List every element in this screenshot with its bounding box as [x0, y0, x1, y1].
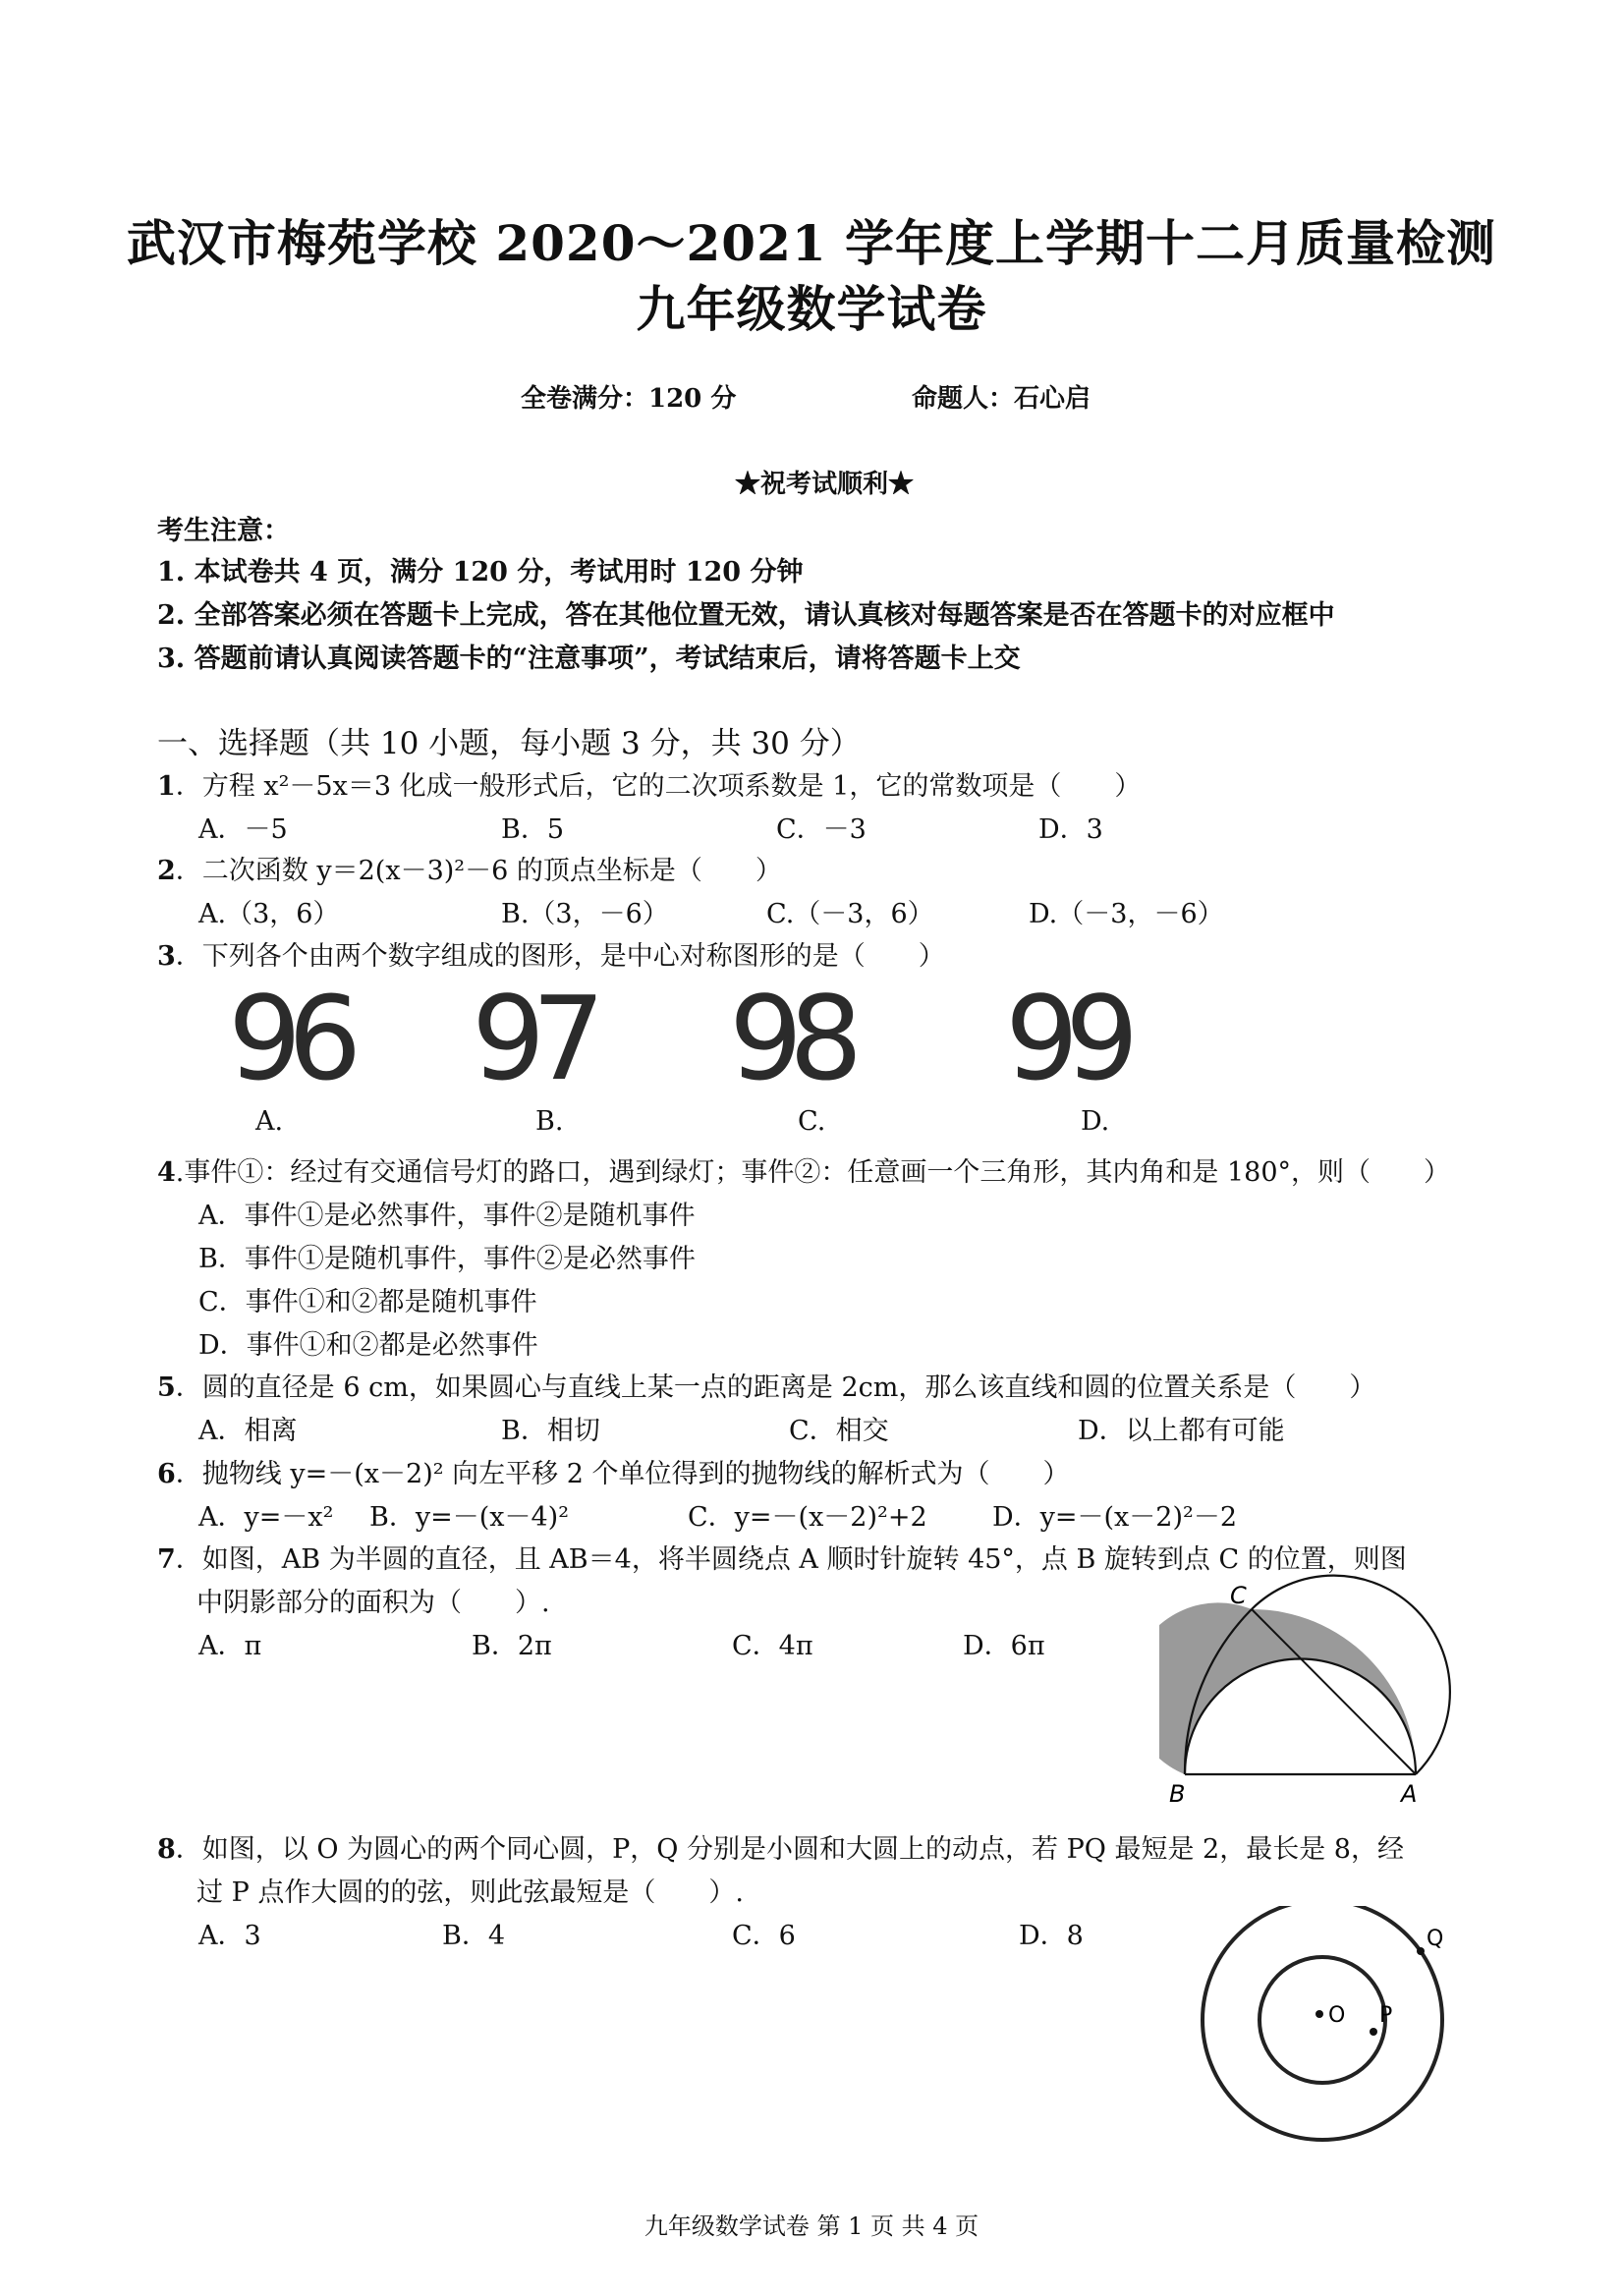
question-7-stem: [157, 1538, 1407, 1576]
q7-option-c: C．4π: [732, 1631, 813, 1661]
q7-semicircle-figure: [1159, 1572, 1523, 1808]
question-text: ．圆的直径是 6 cm，如果圆心与直线上某一点的距离是 2cm，那么该直线和圆的位置关系是（ ）: [175, 1372, 1376, 1403]
small-circle: [1259, 1957, 1385, 2083]
question-text: ．下列各个由两个数字组成的图形，是中心对称图形的是（ ）: [175, 941, 945, 972]
q8-option-b: B．4: [442, 1921, 506, 1951]
question-number: 8: [157, 1834, 176, 1865]
question-text: ．抛物线 y=－(x－2)² 向左平移 2 个单位得到的抛物线的解析式为（ ）: [175, 1459, 1070, 1489]
q5-option-d: D．以上都有可能: [1078, 1416, 1285, 1446]
q8-option-c: C．6: [732, 1921, 796, 1951]
author: 命题人：石心启: [912, 384, 1091, 414]
question-number: 6: [157, 1459, 176, 1489]
question-7-stem-cont: 中阴影部分的面积为（ ）.: [196, 1588, 550, 1618]
q4-option-a: A．事件①是必然事件，事件②是随机事件: [198, 1201, 696, 1231]
question-text: ．二次函数 y＝2(x－3)²－6 的顶点坐标是（ ）: [175, 856, 782, 886]
q3-option-c: C.: [798, 1106, 826, 1137]
q1-option-b: B．5: [501, 814, 565, 845]
q8-option-a: A．3: [198, 1921, 261, 1951]
point-q: [1417, 1947, 1425, 1955]
exam-title-line1: 武汉市梅苑学校 2020～2021 学年度上学期十二月质量检测: [126, 214, 1497, 272]
q1-option-a: A．－5: [198, 814, 288, 845]
rotated-semicircle-arc: [1252, 1576, 1450, 1774]
notice-heading: 考生注意：: [157, 516, 290, 546]
question-number: 3: [157, 941, 176, 972]
figure-digits-97: 97: [472, 971, 592, 1106]
exam-title-line2: 九年级数学试卷: [636, 280, 987, 338]
q5-option-c: C．相交: [789, 1416, 889, 1446]
question-text: ．方程 x²－5x＝3 化成一般形式后，它的二次项系数是 1，它的常数项是（ ）: [175, 771, 1142, 802]
q8-concentric-circles-figure: [1189, 1906, 1483, 2152]
full-score: 全卷满分：120 分: [521, 384, 737, 414]
q4-option-d: D．事件①和②都是必然事件: [198, 1330, 538, 1361]
question-number: 7: [157, 1544, 176, 1575]
q8-option-d: D．8: [1019, 1921, 1084, 1951]
label-o: O: [1328, 2003, 1346, 2028]
q1-option-d: D．3: [1038, 814, 1103, 845]
notice-item: 2. 全部答案必须在答题卡上完成，答在其他位置无效，请认真核对每题答案是否在答题卡的对应框中: [157, 600, 1335, 631]
q2-option-a: A.（3，6）: [198, 899, 340, 929]
q2-option-b: B.（3，－6）: [501, 899, 669, 929]
section-heading: 一、选择题（共 10 小题，每小题 3 分，共 30 分）: [157, 726, 861, 761]
q3-option-b: B.: [535, 1106, 564, 1137]
question-number: 2: [157, 856, 176, 886]
question-number: 1: [157, 771, 176, 802]
q5-option-b: B．相切: [501, 1416, 600, 1446]
figure-digits-96: 96: [228, 971, 349, 1106]
question-number: 4: [157, 1157, 176, 1188]
label-c: C: [1230, 1582, 1247, 1609]
question-4-stem: [157, 1150, 1450, 1189]
question-8-stem: [157, 1827, 1404, 1866]
q7-option-a: A．π: [198, 1631, 262, 1661]
q2-option-c: C.（－3，6）: [766, 899, 934, 929]
page-footer: 九年级数学试卷 第 1 页 共 4 页: [644, 2212, 979, 2240]
question-text: .事件①：经过有交通信号灯的路口，遇到绿灯；事件②：任意画一个三角形，其内角和是 180°，则（ ）: [175, 1157, 1450, 1188]
notice-item: 1. 本试卷共 4 页，满分 120 分，考试用时 120 分钟: [157, 557, 804, 588]
question-6-stem: [157, 1452, 1069, 1490]
q4-option-c: C．事件①和②都是随机事件: [198, 1287, 537, 1317]
question-number: 5: [157, 1372, 176, 1403]
question-text: ．如图，以 O 为圆心的两个同心圆，P，Q 分别是小圆和大圆上的动点，若 PQ 最短是 2，最长是 8，经: [175, 1834, 1404, 1865]
label-a: A: [1401, 1780, 1418, 1808]
figure-digits-99: 99: [1005, 971, 1126, 1106]
q1-option-c: C．－3: [776, 814, 867, 845]
question-text: ．如图，AB 为半圆的直径，且 AB＝4，将半圆绕点 A 顺时针旋转 45°，点 B 旋转到点 C 的位置，则图: [175, 1544, 1407, 1575]
q7-option-d: D．6π: [963, 1631, 1045, 1661]
question-2-stem: [157, 849, 782, 887]
point-p: [1370, 2028, 1377, 2036]
q4-option-b: B．事件①是随机事件，事件②是必然事件: [198, 1244, 696, 1274]
wish-banner: ★祝考试顺利★: [735, 470, 915, 499]
figure-digits-98: 98: [729, 971, 850, 1106]
q3-option-a: A.: [255, 1106, 284, 1137]
question-3-stem: [157, 934, 945, 973]
q6-option-b: B．y=－(x－4)²: [369, 1502, 570, 1533]
question-1-stem: [157, 764, 1141, 803]
q2-option-d: D.（－3，－6）: [1029, 899, 1224, 929]
large-circle: [1203, 1906, 1442, 2140]
label-b: B: [1169, 1780, 1186, 1808]
question-5-stem: [157, 1366, 1375, 1404]
label-p: P: [1379, 2003, 1393, 2028]
q6-option-c: C．y=－(x－2)²+2: [688, 1502, 927, 1533]
notice-item: 3. 答题前请认真阅读答题卡的“注意事项”，考试结束后，请将答题卡上交: [157, 644, 1021, 674]
q6-option-d: D．y=－(x－2)²－2: [992, 1502, 1237, 1533]
q5-option-a: A．相离: [198, 1416, 298, 1446]
q6-option-a: A．y=－x²: [198, 1502, 334, 1533]
q7-option-b: B．2π: [472, 1631, 552, 1661]
question-8-stem-cont: 过 P 点作大圆的的弦，则此弦最短是（ ）.: [196, 1877, 744, 1908]
center-point-o: [1315, 2010, 1323, 2018]
label-q: Q: [1427, 1927, 1444, 1951]
q3-option-d: D.: [1081, 1106, 1110, 1137]
